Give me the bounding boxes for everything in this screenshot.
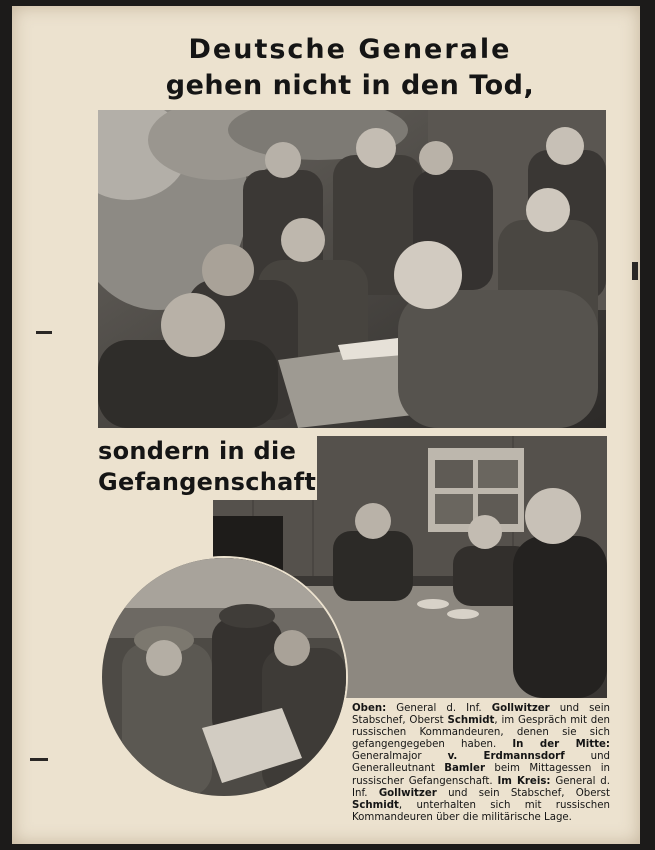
caption-part-2: General d. Inf. <box>386 703 492 714</box>
caption-part-17: Schmidt <box>352 799 399 811</box>
caption-part-4: und sein Stabschef, Oberst <box>352 703 610 727</box>
caption-part-11: Bamler <box>444 763 485 775</box>
caption-part-6: , im Gespräch mit den russischen Kommandeuren, denen sie sich gefangengegeben haben. <box>352 715 610 751</box>
caption-part-7: In der Mitte: <box>512 739 611 751</box>
photo-circle <box>100 556 348 798</box>
edge-mark-left-2 <box>30 758 48 761</box>
headline-line-1: Deutsche Generale <box>188 34 512 65</box>
caption-part-5: Schmidt <box>447 715 495 727</box>
edge-mark-left-1 <box>36 331 52 334</box>
caption-part-8: Generalmajor <box>352 751 448 763</box>
caption-part-3: Gollwitzer <box>491 703 550 714</box>
caption-part-10: und Generalleutnant <box>352 751 610 775</box>
headline-line-2: gehen nicht in den Tod, <box>165 70 535 101</box>
photo-caption <box>352 703 610 824</box>
caption-part-1: Oben: <box>352 703 387 714</box>
subheadline-line-1: sondern in die <box>98 437 297 465</box>
caption-part-16: und sein Stabschef, Oberst <box>436 787 610 799</box>
caption-part-18: , unterhalten sich mit russischen Kommandeuren über die militärische Lage. <box>352 799 610 823</box>
caption-part-14: General d. Inf. <box>352 775 610 799</box>
caption-part-15: Gollwitzer <box>378 787 437 799</box>
caption-part-12: beim Mittagessen in russischer Gefangenschaft. <box>352 763 610 787</box>
caption-part-13: Im Kreis: <box>497 775 551 787</box>
subheadline-line-2: Gefangenschaft <box>98 468 317 496</box>
edge-mark-right <box>632 262 638 280</box>
photo-top <box>98 110 606 428</box>
caption-part-9: v. Erdmannsdorf <box>447 751 565 763</box>
